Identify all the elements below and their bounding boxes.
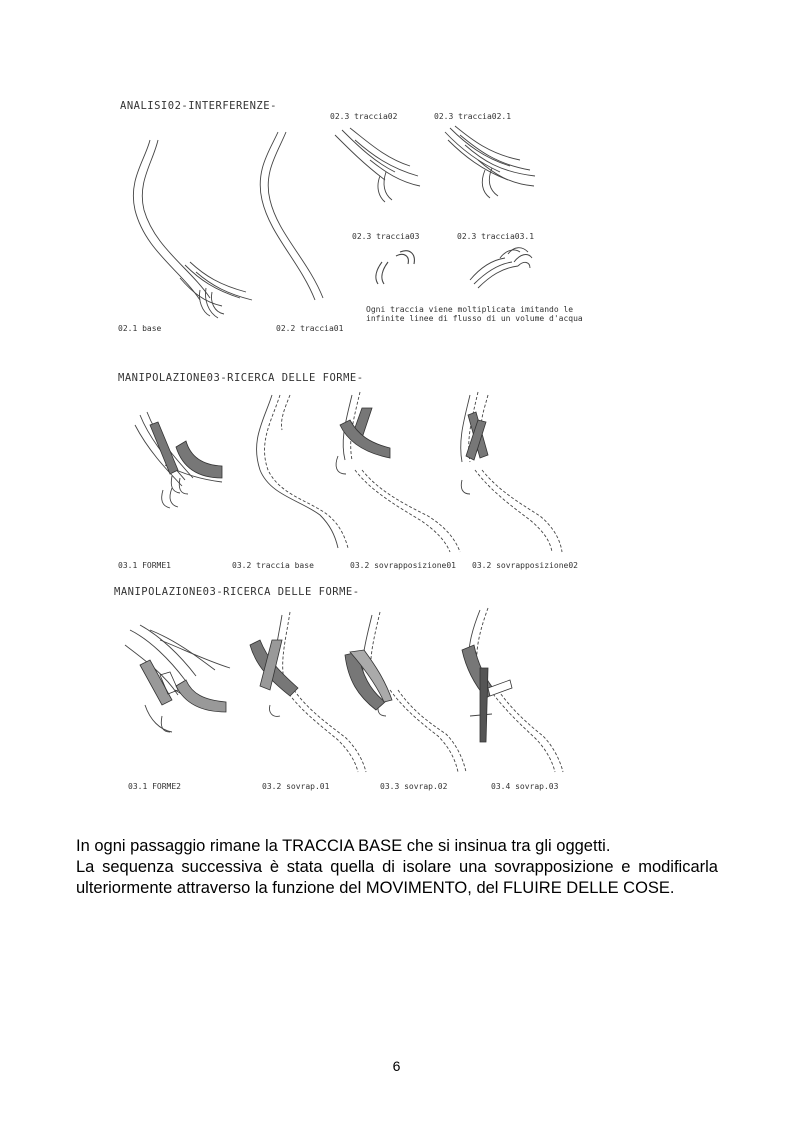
- sketch-03-4-sovrap-03-shapes: [462, 645, 512, 742]
- sketch-03-2-sovrapposizione01: [336, 392, 460, 552]
- section2-title: MANIPOLAZIONE03-RICERCA DELLE FORME-: [118, 372, 364, 384]
- sketch-02-2-traccia01: [260, 132, 323, 300]
- caption-03-2-sovrapposizione01: 03.2 sovrapposizione01: [350, 561, 456, 570]
- caption-02-2-traccia01: 02.2 traccia01: [276, 324, 344, 333]
- sketch-02-3-traccia03-1: [470, 248, 532, 288]
- caption-02-3-traccia02-1: 02.3 traccia02.1: [434, 112, 512, 121]
- sketch-03-1-forme1: [135, 412, 222, 508]
- caption-03-2-sovrapposizione02: 03.2 sovrapposizione02: [472, 561, 578, 570]
- caption-03-2-traccia-base: 03.2 traccia base: [232, 561, 314, 570]
- section1-title: ANALISI02-INTERFERENZE-: [120, 100, 277, 112]
- caption-03-4-sovrap-03: 03.4 sovrap.03: [491, 782, 559, 791]
- sketch-02-3-traccia02-1: [445, 126, 535, 198]
- caption-02-3-traccia03: 02.3 traccia03: [352, 232, 420, 241]
- caption-03-2-sovrap-01: 03.2 sovrap.01: [262, 782, 330, 791]
- sketch-02-1-base: [133, 140, 252, 318]
- sketch-02-3-traccia03: [376, 251, 414, 284]
- sketch-03-1-forme2: [125, 625, 230, 732]
- sketch-02-3-traccia02: [335, 128, 420, 202]
- paragraph-2: La sequenza successiva è stata quella di isolare una sovrapposizione e modificarla ulteriormente attraverso la funzione del MOVIMENTO, del FLUIRE DELLE COSE.: [76, 858, 718, 897]
- caption-02-3-traccia02: 02.3 traccia02: [330, 112, 398, 121]
- page-number: 6: [392, 1058, 401, 1074]
- caption-02-3-traccia03-1: 02.3 traccia03.1: [457, 232, 535, 241]
- sketch-03-1-forme2-shapes: [140, 660, 226, 712]
- sketch-03-2-sovrap-01: [269, 612, 366, 772]
- caption-03-1-forme1: 03.1 FORME1: [118, 561, 171, 570]
- note-line-2: infinite linee di flusso di un volume d'acqua: [366, 314, 583, 323]
- sketch-03-3-sovrap-02-shapes: [345, 650, 392, 710]
- body-text: [76, 836, 718, 899]
- sketch-03-2-traccia-base: [257, 395, 348, 548]
- sketch-03-2-sovrap-01-shapes: [250, 640, 298, 696]
- caption-03-3-sovrap-02: 03.3 sovrap.02: [380, 782, 448, 791]
- note-line-1: Ogni traccia viene moltiplicata imitando le: [366, 305, 574, 314]
- section3-title: MANIPOLAZIONE03-RICERCA DELLE FORME-: [114, 586, 360, 598]
- caption-02-1-base: 02.1 base: [118, 324, 162, 333]
- sketch-03-3-sovrap-02: [363, 612, 466, 772]
- sketch-03-2-sovrapposizione02-shapes: [466, 412, 488, 460]
- paragraph-1: In ogni passaggio rimane la TRACCIA BASE che si insinua tra gli oggetti.: [76, 837, 611, 855]
- caption-03-1-forme2: 03.1 FORME2: [128, 782, 181, 791]
